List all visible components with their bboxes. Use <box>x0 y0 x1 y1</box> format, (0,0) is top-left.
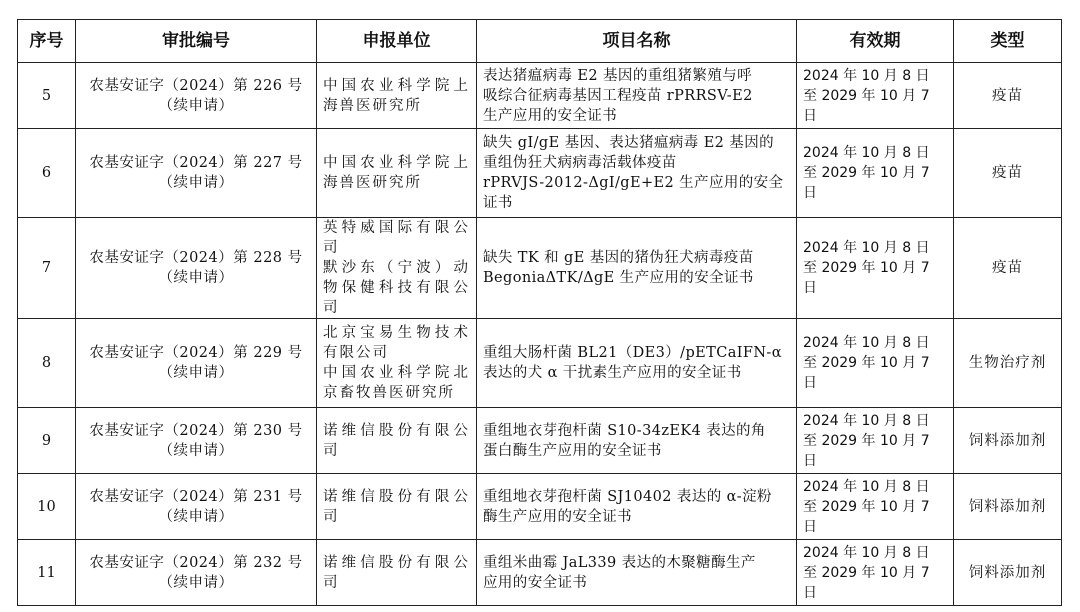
applicant-name: 诺维信股份有限公司 <box>323 554 470 591</box>
approval-number-line: 农基安证字（2024）第 229 号 <box>89 345 303 361</box>
validity-line: 至 2029 年 10 月 7 <box>803 564 930 581</box>
approval-number-line: 农基安证字（2024）第 226 号 <box>89 77 303 94</box>
table-row <box>18 408 1062 474</box>
project-name-line: 蛋白酶生产应用的安全证书 <box>483 442 662 459</box>
product-type: 疫苗 <box>954 63 1062 129</box>
product-type: 生物治疗剂 <box>954 319 1062 408</box>
applicant-name: 中国农业科学院北京畜牧兽医研究所 <box>323 365 470 401</box>
header-row <box>18 20 1062 63</box>
applicant <box>317 319 477 408</box>
validity-line: 日 <box>803 518 817 535</box>
approval-number <box>76 474 317 540</box>
applicant-name: 诺维信股份有限公司 <box>323 422 470 459</box>
applicant-name: 北京宝易生物技术有限公司 <box>323 325 470 361</box>
approval-number-line: （续申请） <box>158 365 234 381</box>
approval-table <box>17 19 1062 606</box>
project-name <box>477 408 797 474</box>
project-name-line: 缺失 gI/gE 基因、表达猪瘟病毒 E2 基因的 <box>483 135 775 151</box>
validity-line: 2024 年 10 月 8 日 <box>803 412 930 429</box>
product-type: 疫苗 <box>954 129 1062 218</box>
applicant-name: 英特威国际有限公司 <box>323 220 470 256</box>
approval-number-line: 农基安证字（2024）第 230 号 <box>89 422 303 439</box>
approval-number-line: 农基安证字（2024）第 231 号 <box>89 488 303 505</box>
project-name-line: 应用的安全证书 <box>483 574 588 591</box>
validity-period <box>797 129 954 218</box>
validity-line: 日 <box>803 452 817 469</box>
project-name <box>477 540 797 606</box>
validity-line: 日 <box>803 584 817 601</box>
approval-number-line: （续申请） <box>158 574 234 591</box>
project-name-line: 酶生产应用的安全证书 <box>483 508 632 525</box>
applicant <box>317 129 477 218</box>
validity-line: 日 <box>803 375 817 391</box>
approval-number-line: （续申请） <box>158 442 234 459</box>
validity-period <box>797 540 954 606</box>
project-name-line: 表达的犬 α 干扰素生产应用的安全证书 <box>483 365 742 381</box>
row-index: 8 <box>18 319 76 408</box>
row-index: 11 <box>18 540 76 606</box>
approval-number-line: （续申请） <box>158 508 234 525</box>
approval-number-line: 农基安证字（2024）第 227 号 <box>89 155 303 171</box>
project-name <box>477 63 797 129</box>
row-index: 6 <box>18 129 76 218</box>
validity-period <box>797 408 954 474</box>
header-project-name: 项目名称 <box>477 20 797 63</box>
validity-line: 至 2029 年 10 月 7 <box>803 355 930 371</box>
approval-number <box>76 319 317 408</box>
validity-line: 至 2029 年 10 月 7 <box>803 87 930 104</box>
row-index: 10 <box>18 474 76 540</box>
header-index: 序号 <box>18 20 76 63</box>
project-name-line: 重组地衣芽孢杆菌 SJ10402 表达的 α-淀粉 <box>483 488 772 505</box>
header-applicant: 申报单位 <box>317 20 477 63</box>
table-row <box>18 319 1062 408</box>
project-name-line: 重组米曲霉 JaL339 表达的木聚糖酶生产 <box>483 554 756 571</box>
validity-line: 日 <box>803 107 817 124</box>
project-name-line: 证书 <box>483 195 513 211</box>
table-row <box>18 218 1062 319</box>
applicant-name: 中国农业科学院上海兽医研究所 <box>323 155 470 191</box>
approval-number-line: （续申请） <box>158 270 234 286</box>
validity-period <box>797 474 954 540</box>
project-name-line: 表达猪瘟病毒 E2 基因的重组猪繁殖与呼 <box>483 67 753 84</box>
validity-line: 2024 年 10 月 8 日 <box>803 478 930 495</box>
table-body <box>18 63 1062 606</box>
project-name-line: rPRVJS-2012-ΔgI/gE+E2 生产应用的安全 <box>483 175 784 191</box>
project-name-line: 重组地衣芽孢杆菌 S10-34zEK4 表达的角 <box>483 422 766 439</box>
table-row <box>18 129 1062 218</box>
project-name <box>477 218 797 319</box>
approval-number-line: 农基安证字（2024）第 232 号 <box>89 554 303 571</box>
project-name-line: 重组伪狂犬病病毒活载体疫苗 <box>483 155 677 171</box>
product-type: 饲料添加剂 <box>954 474 1062 540</box>
validity-line: 2024 年 10 月 8 日 <box>803 240 930 256</box>
project-name <box>477 129 797 218</box>
project-name-line: 吸综合征病毒基因工程疫苗 rPRRSV-E2 <box>483 87 753 104</box>
header-approval-number: 审批编号 <box>76 20 317 63</box>
validity-period <box>797 63 954 129</box>
approval-number <box>76 540 317 606</box>
approval-number-line: 农基安证字（2024）第 228 号 <box>89 250 303 266</box>
approval-number <box>76 129 317 218</box>
table-row <box>18 540 1062 606</box>
applicant <box>317 218 477 319</box>
validity-line: 日 <box>803 280 817 296</box>
applicant <box>317 63 477 129</box>
product-type: 饲料添加剂 <box>954 408 1062 474</box>
approval-number-line: （续申请） <box>158 97 234 114</box>
row-index: 7 <box>18 218 76 319</box>
applicant <box>317 540 477 606</box>
approval-number-line: （续申请） <box>158 175 234 191</box>
header-type: 类型 <box>954 20 1062 63</box>
project-name <box>477 319 797 408</box>
row-index: 5 <box>18 63 76 129</box>
validity-period <box>797 319 954 408</box>
project-name-line: 缺失 TK 和 gE 基因的猪伪狂犬病毒疫苗 <box>483 250 754 266</box>
validity-line: 2024 年 10 月 8 日 <box>803 335 930 351</box>
validity-line: 至 2029 年 10 月 7 <box>803 498 930 515</box>
header-validity: 有效期 <box>797 20 954 63</box>
validity-line: 2024 年 10 月 8 日 <box>803 67 930 84</box>
applicant <box>317 474 477 540</box>
validity-line: 至 2029 年 10 月 7 <box>803 432 930 449</box>
project-name <box>477 474 797 540</box>
validity-line: 2024 年 10 月 8 日 <box>803 544 930 561</box>
validity-line: 2024 年 10 月 8 日 <box>803 145 930 161</box>
table-row <box>18 63 1062 129</box>
table-row <box>18 474 1062 540</box>
project-name-line: 生产应用的安全证书 <box>483 107 618 124</box>
approval-number <box>76 408 317 474</box>
applicant-name: 诺维信股份有限公司 <box>323 488 470 525</box>
project-name-line: BegoniaΔTK/ΔgE 生产应用的安全证书 <box>483 270 754 286</box>
applicant-name: 默沙东（宁波）动物保健科技有限公司 <box>323 260 470 316</box>
row-index: 9 <box>18 408 76 474</box>
validity-period <box>797 218 954 319</box>
product-type: 疫苗 <box>954 218 1062 319</box>
validity-line: 至 2029 年 10 月 7 <box>803 260 930 276</box>
product-type: 饲料添加剂 <box>954 540 1062 606</box>
project-name-line: 重组大肠杆菌 BL21（DE3）/pETCaIFN-α <box>483 345 782 361</box>
approval-number <box>76 63 317 129</box>
validity-line: 日 <box>803 185 817 201</box>
validity-line: 至 2029 年 10 月 7 <box>803 165 930 181</box>
approval-number <box>76 218 317 319</box>
applicant <box>317 408 477 474</box>
applicant-name: 中国农业科学院上海兽医研究所 <box>323 77 470 114</box>
